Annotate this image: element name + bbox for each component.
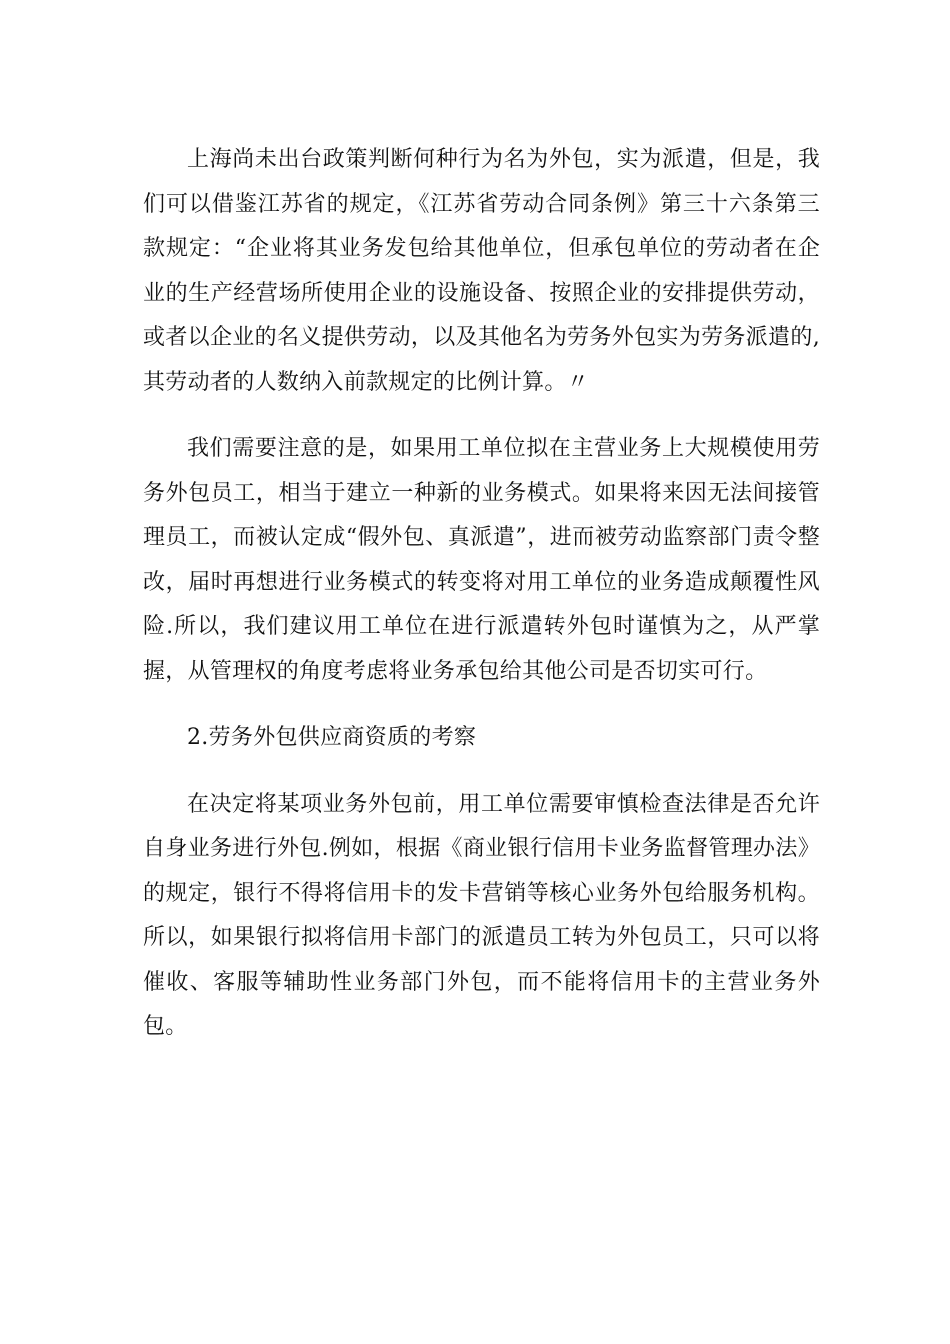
paragraph-caution: 我们需要注意的是，如果用工单位拟在主营业务上大规模使用劳务外包员工，相当于建立一种新的业务模式。如果将来因无法间接管理员工，而被认定成“假外包、真派遣”，进而被劳动监察部门责令整改，届时再想进行业务模式的转变将对用工单位的业务造成颠覆性风险.所以，我们建议用工单位在进行派遣转外包时谨慎为之，从严掌 握，从管理权的角度考虑将业务承包给其他公司是否切实可行。 [143, 436, 820, 684]
paragraph-legal-check: 在决定将某项业务外包前，用工单位需要审慎检查法律是否允许自身业务进行外包.例如，根据《商业银行信用卡业务监督管理办法》 的规定，银行不得将信用卡的发卡营销等核心业务外包给服务机构。 所以，如果银行拟将信用卡部门的派遣员工转为外包员工，只可以将 催收、客服等辅助性业务部门外包，而不能将信用卡的主营业务外包。 [143, 791, 820, 1039]
section-heading-supplier-qualification: 2.劳务外包供应商资质的考察 [187, 725, 477, 750]
paragraph-policy-reference: 上海尚未出台政策判断何种行为名为外包，实为派遣，但是，我们可以借鉴江苏省的规定，《江苏省劳动合同条例》第三十六条第三款规定：“企业将其业务发包给其他单位，但承包单位的劳动者在企业的生产经营场所使用企业的设施设备、按照企业的安排提供劳动，或者以企业的名义提供劳动，以及其他名为劳务外包实为劳务派遣的, 其劳动者的人数纳入前款规定的比例计算。〃 [143, 147, 820, 395]
document-page [143, 138, 820, 1050]
